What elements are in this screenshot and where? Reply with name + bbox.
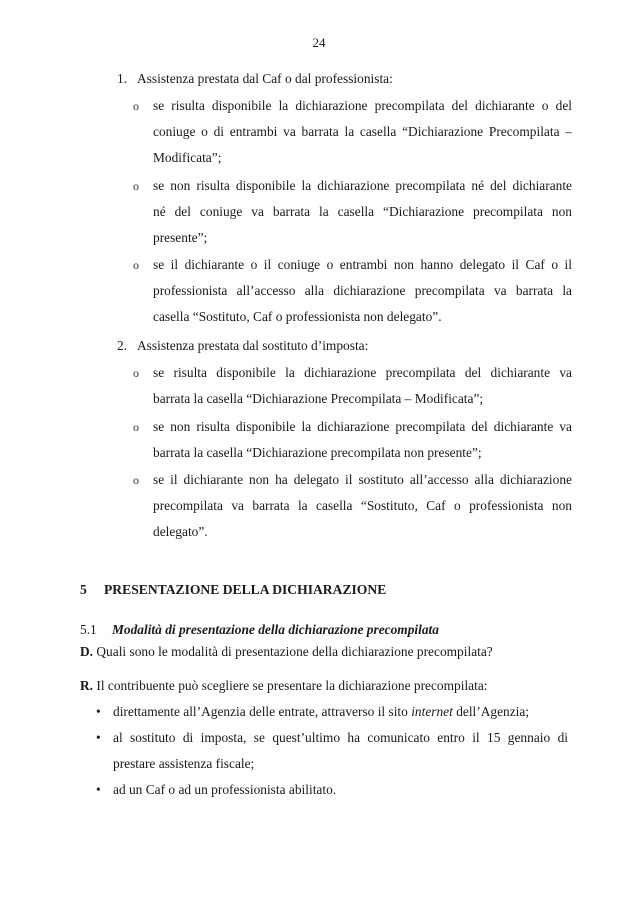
answer-bullet (96, 725, 568, 777)
sub-item (133, 173, 573, 251)
bullet-text: direttamente all’Agenzia delle entrate, attraverso il sito (113, 704, 412, 719)
text-line: professionista all’accesso alla dichiarazione precompilata va barrata la (153, 283, 572, 298)
answer-text: Il contribuente può scegliere se presentare la dichiarazione precompilata: (96, 678, 488, 693)
numbered-item-label: Assistenza prestata dal sostituto d’imposta: (137, 338, 369, 353)
page-number: 24 (312, 35, 326, 50)
circle-bullet-icon: o (133, 99, 139, 113)
text-line: delegato”. (153, 524, 208, 539)
question-paragraph (80, 639, 580, 665)
answer-bullet (96, 699, 568, 725)
answer-bullet (96, 777, 568, 803)
circle-bullet-icon: o (133, 473, 139, 487)
circle-bullet-icon: o (133, 179, 139, 193)
numbered-item-label: Assistenza prestata dal Caf o dal professionista: (137, 71, 393, 86)
text-line: coniuge o di entrambi va barrata la casella “Dichiarazione Precompilata – (153, 124, 572, 139)
sub-item (133, 467, 573, 545)
bullet-icon: • (96, 782, 101, 797)
sub-item (133, 360, 573, 412)
list-number: 2. (117, 338, 128, 353)
answer-prefix: R. (80, 678, 94, 693)
text-line: se non risulta disponibile la dichiarazione precompilata né del dichiarante (153, 178, 572, 193)
text-line: se non risulta disponibile la dichiarazione precompilata del dichiarante va (153, 419, 572, 434)
text-line: barrata la casella “Dichiarazione Precompilata – Modificata”; (153, 391, 484, 406)
circle-bullet-icon: o (133, 420, 139, 434)
text-line: né del coniuge va barrata la casella “Dichiarazione precompilata non (153, 204, 572, 219)
circle-bullet-icon: o (133, 258, 139, 272)
bullet-icon: • (96, 704, 101, 719)
text-line: se risulta disponibile la dichiarazione precompilata del dichiarante va (153, 365, 572, 380)
text-line: se il dichiarante o il coniuge o entrambi non hanno delegato il Caf o il (153, 257, 572, 272)
text-line: prestare assistenza fiscale; (113, 756, 255, 771)
bullet-icon: • (96, 730, 101, 745)
section-heading (80, 577, 386, 603)
text-line: al sostituto di imposta, se quest’ultimo ha comunicato entro il 15 gennaio di (113, 730, 568, 745)
text-line: barrata la casella “Dichiarazione precompilata non presente”; (153, 445, 482, 460)
text-line: Modificata”; (153, 150, 222, 165)
text-line: casella “Sostituto, Caf o professionista non delegato”. (153, 309, 442, 324)
subsection-title: Modalità di presentazione della dichiarazione precompilata (112, 622, 439, 637)
bullet-text: ad un Caf o ad un professionista abilitato. (113, 782, 337, 797)
text-line: presente”; (153, 230, 208, 245)
text-line: se il dichiarante non ha delegato il sostituto all’accesso alla dichiarazione (153, 472, 572, 487)
circle-bullet-icon: o (133, 366, 139, 380)
answer-paragraph (80, 673, 580, 699)
sub-item (133, 93, 573, 171)
subsection-number: 5.1 (80, 622, 97, 637)
bullet-text-italic: internet (411, 704, 453, 719)
section-title: PRESENTAZIONE DELLA DICHIARAZIONE (104, 582, 387, 597)
sub-item (133, 414, 573, 466)
question-prefix: D. (80, 644, 94, 659)
list-number: 1. (117, 71, 128, 86)
sub-item (133, 252, 573, 330)
text-line: precompilata va barrata la casella “Sostituto, Caf o professionista non (153, 498, 572, 513)
section-number: 5 (80, 582, 87, 597)
bullet-text: dell’Agenzia; (452, 704, 530, 719)
text-line: se risulta disponibile la dichiarazione precompilata del dichiarante o del (153, 98, 572, 113)
question-text: Quali sono le modalità di presentazione della dichiarazione precompilata? (96, 644, 493, 659)
